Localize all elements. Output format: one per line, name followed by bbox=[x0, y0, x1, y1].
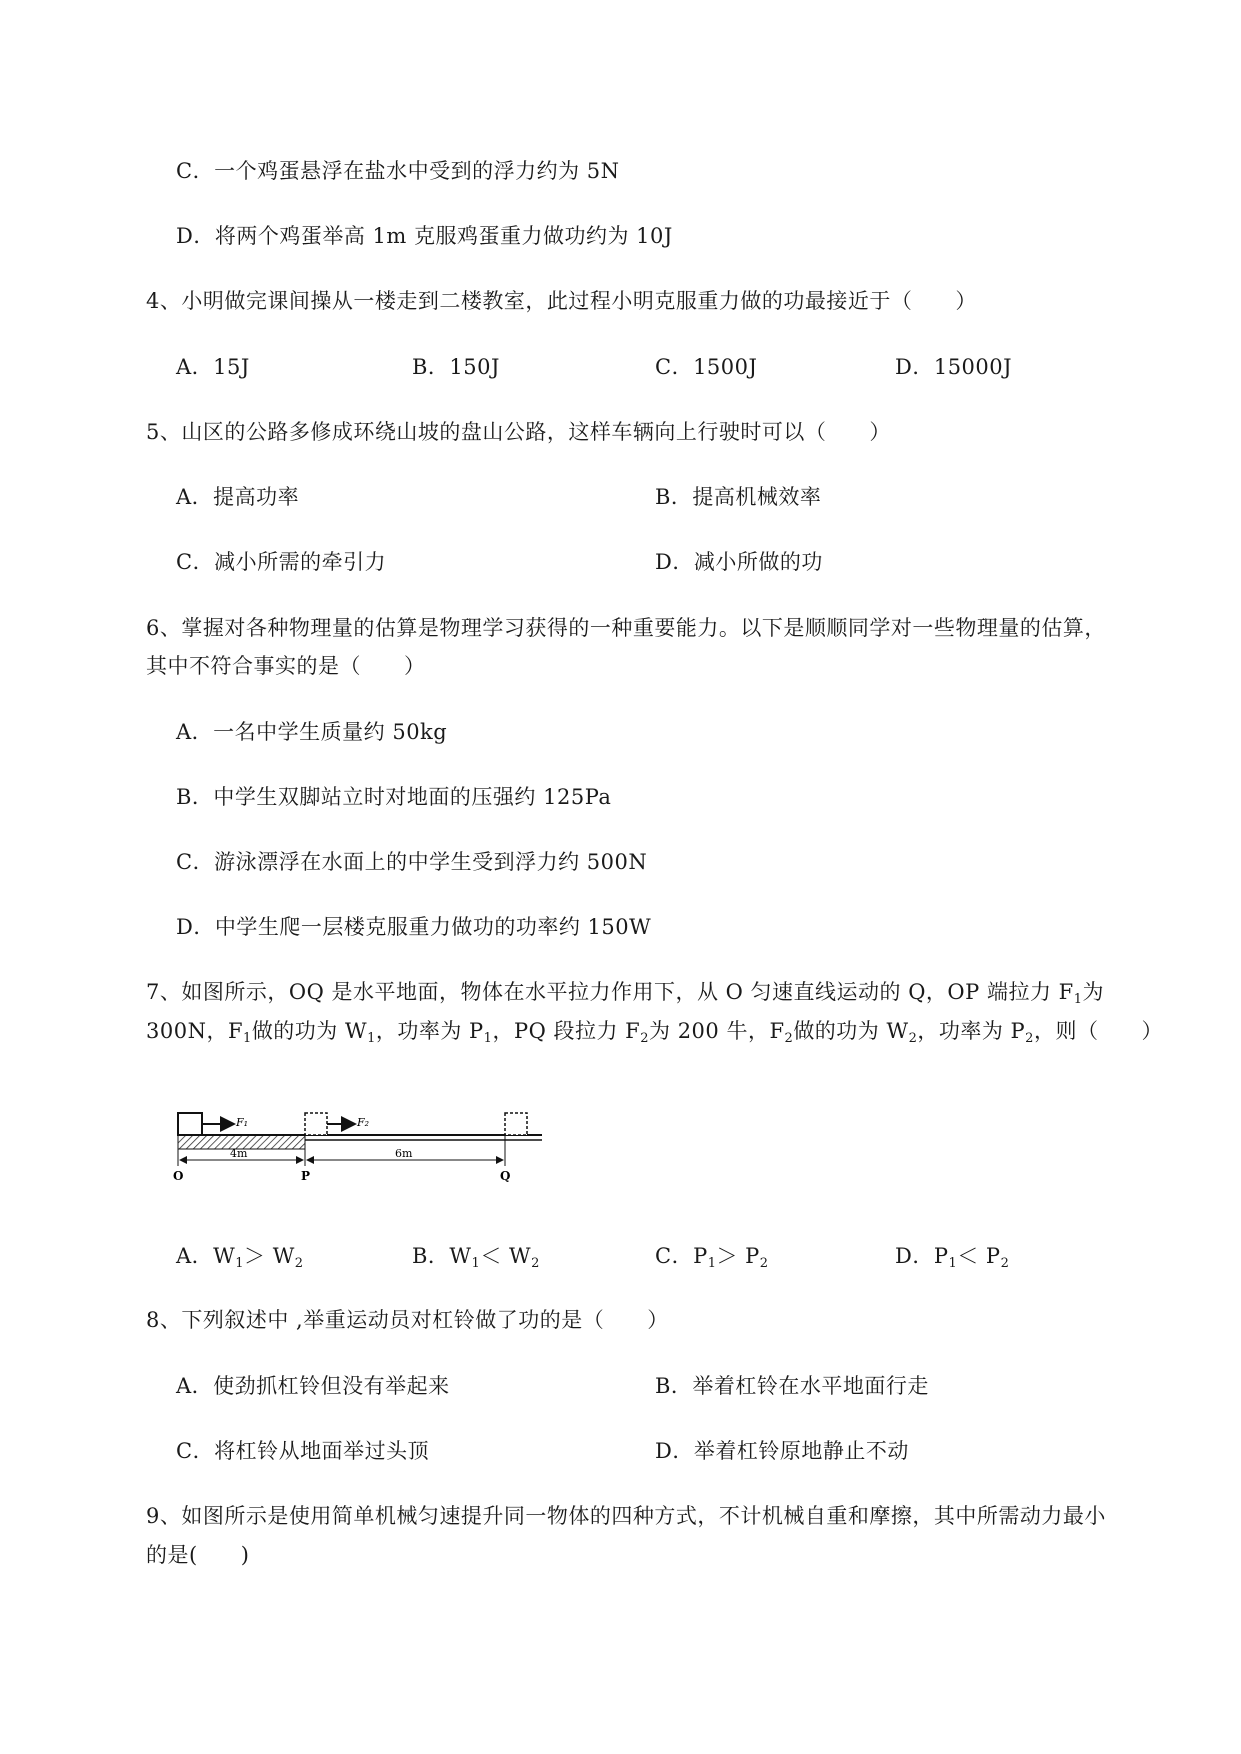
q4-option-c: C．1500J bbox=[655, 355, 758, 379]
q8-option-b: B．举着杠铃在水平地面行走 bbox=[655, 1374, 929, 1398]
q7-stem-line2: 300N，$F_1$做的功为 $W_1$，功率为 $P_1$，PQ 段拉力 $F_2$为 200 牛，$F_2$做的功为 $W_2$，功率为 $P_2$，则（ ） bbox=[146, 1019, 1163, 1046]
force-f2-label: F₂ bbox=[357, 1116, 370, 1129]
block-at-q bbox=[505, 1113, 527, 1135]
q3-option-c: C．一个鸡蛋悬浮在盐水中受到的浮力约为 5N bbox=[176, 159, 620, 183]
q6-option-a: A．一名中学生质量约 50kg bbox=[176, 720, 448, 744]
q6-stem-line2: 其中不符合事实的是（ ） bbox=[146, 654, 426, 678]
q7-figure bbox=[170, 1108, 550, 1202]
block-at-o bbox=[178, 1113, 202, 1135]
q4-option-b: B．150J bbox=[412, 355, 500, 379]
q7-option-c: C．$P_1> P_2$ bbox=[655, 1244, 769, 1271]
force-f1-label: F₁ bbox=[236, 1116, 249, 1129]
q5-option-d: D．减小所做的功 bbox=[655, 550, 823, 574]
q7-option-a: A．$W_1> W_2$ bbox=[176, 1244, 304, 1271]
q4-option-a: A．15J bbox=[176, 355, 250, 379]
q6-stem-line1: 6、掌握对各种物理量的估算是物理学习获得的一种重要能力。以下是顺顺同学对一些物理量的估算， bbox=[146, 616, 1106, 640]
q8-option-a: A．使劲抓杠铃但没有举起来 bbox=[176, 1374, 450, 1398]
q7-option-d: D．$P_1< P_2$ bbox=[895, 1244, 1010, 1271]
point-o-label: O bbox=[173, 1169, 184, 1183]
q5-stem: 5、山区的公路多修成环绕山坡的盘山公路，这样车辆向上行驶时可以（ ） bbox=[146, 420, 891, 444]
q5-option-a: A．提高功率 bbox=[176, 485, 300, 509]
force-diagram bbox=[170, 1108, 550, 1198]
q4-stem: 4、小明做完课间操从一楼走到二楼教室，此过程小明克服重力做的功最接近于（ ） bbox=[146, 289, 977, 313]
point-q-label: Q bbox=[500, 1169, 511, 1183]
point-p-label: P bbox=[301, 1169, 311, 1183]
q8-option-d: D．举着杠铃原地静止不动 bbox=[655, 1439, 909, 1463]
q8-option-c: C．将杠铃从地面举过头顶 bbox=[176, 1439, 430, 1463]
q7-stem-line1: 7、如图所示，OQ 是水平地面，物体在水平拉力作用下，从 O 匀速直线运动的 Q，OP 端拉力 $F_1$为 bbox=[146, 980, 1104, 1007]
q4-option-d: D．15000J bbox=[895, 355, 1013, 379]
q9-stem-line1: 9、如图所示是使用简单机械匀速提升同一物体的四种方式，不计机械自重和摩擦，其中所需动力最小 bbox=[146, 1504, 1106, 1528]
q6-option-b: B．中学生双脚站立时对地面的压强约 125Pa bbox=[176, 785, 612, 809]
q6-option-c: C．游泳漂浮在水面上的中学生受到浮力约 500N bbox=[176, 850, 648, 874]
q5-option-c: C．减小所需的牵引力 bbox=[176, 550, 387, 574]
q3-option-d: D．将两个鸡蛋举高 1m 克服鸡蛋重力做功约为 10J bbox=[176, 224, 673, 248]
q7-option-b: B．$W_1< W_2$ bbox=[412, 1244, 540, 1271]
q5-option-b: B．提高机械效率 bbox=[655, 485, 822, 509]
block-at-p bbox=[305, 1113, 327, 1135]
q8-stem: 8、下列叙述中 ,举重运动员对杠铃做了功的是（ ） bbox=[146, 1308, 669, 1332]
q9-stem-line2: 的是( ) bbox=[146, 1543, 250, 1567]
distance-pq-label: 6m bbox=[395, 1147, 413, 1160]
distance-op-label: 4m bbox=[230, 1147, 248, 1160]
q6-option-d: D．中学生爬一层楼克服重力做功的功率约 150W bbox=[176, 915, 652, 939]
